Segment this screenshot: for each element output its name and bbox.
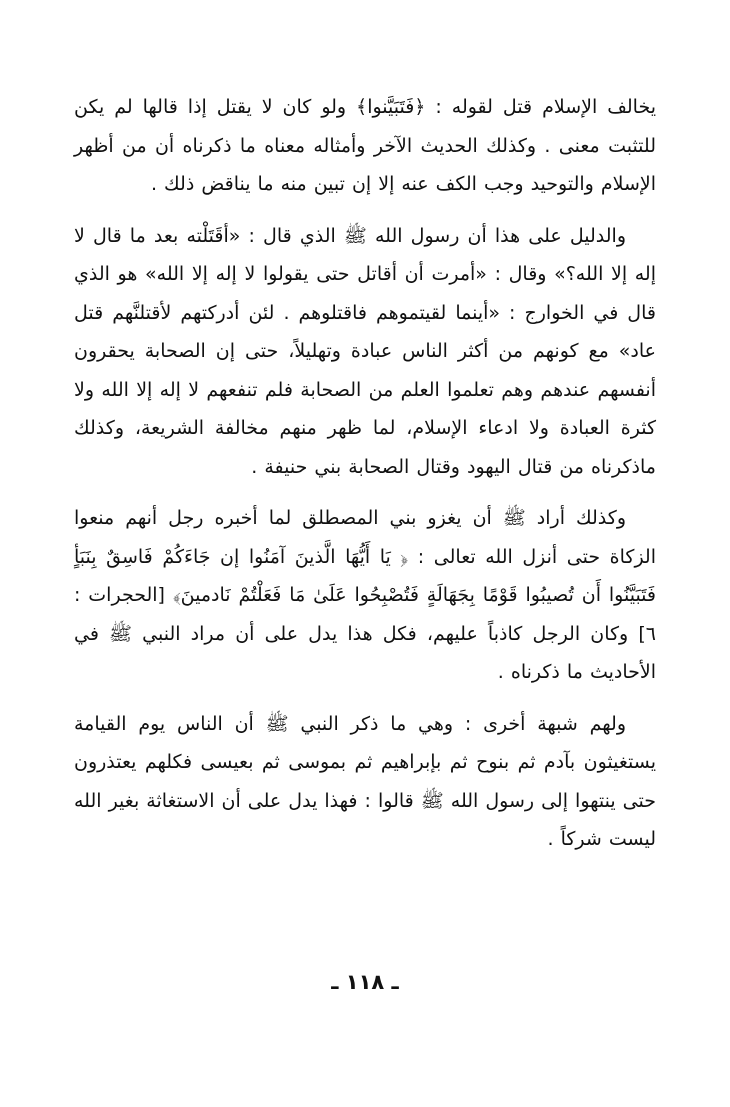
paragraph-2: والدليل على هذا أن رسول الله ﷺ الذي قال : «أقَتَلْته بعد ما قال لا إله إلا الله؟» وقال : «أمرت أن أقاتل حتى يقولوا لا إله إلا الله» هو الذي قال في الخوارج : «أينما لقيتموهم فاقتلوهم . لئن أدركتهم لأقتلنَّهم قتل عاد» مع كونهم من أكثر الناس عبادة وتهليلاً، حتى إن الصحابة يحقرون أنفسهم عندهم وهم تعلموا العلم من الصحابة فلم تنفعهم لا إله إلا الله ولا كثرة العبادة ولا ادعاء الإسلام، لما ظهر منهم مخالفة الشريعة، وكذلك ماذكرناه من قتال اليهود وقتال الصحابة بني حنيفة .: [74, 224, 656, 478]
page-body: [74, 88, 656, 872]
page-number: ـ ١١٨ ـ: [331, 970, 399, 994]
paragraph-1: يخالف الإسلام قتل لقوله : ﴿فَتَبَيَّنوا﴾ ولو كان لا يقتل إذا قالها لم يكن للتثبت معنى . وكذلك الحديث الآخر وأمثاله معناه ما ذكرناه أن من أظهر الإسلام والتوحيد وجب الكف عنه إلا إن تبين منه ما يناقض ذلك .: [74, 96, 656, 195]
paragraph-3: وكذلك أراد ﷺ أن يغزو بني المصطلق لما أخبره رجل أنهم منعوا الزكاة حتى أنزل الله تعالى : ﴿ يَا أَيُّهَا الَّذينَ آمَنُوا إن جَاءَكُمْ فَاسِقٌ بِنَبَأٍ فَتَبَيَّنُوا أَن تُصيبُوا قَوْمًا بِجَهَالَةٍ فَتُصْبِحُوا عَلَىٰ مَا فَعَلْتُمْ نَادمينَ﴾ [الحجرات : ٦] وكان الرجل كاذباً عليهم، فكل هذا يدل على أن مراد النبي ﷺ في الأحاديث ما ذكرناه .: [74, 507, 656, 683]
paragraph-4: ولهم شبهة أخرى : وهي ما ذكر النبي ﷺ أن الناس يوم القيامة يستغيثون بآدم ثم بنوح ثم بإبراهيم ثم بموسى ثم بعيسى فكلهم يعتذرون حتى ينتهوا إلى رسول الله ﷺ قالوا : فهذا يدل على أن الاستغاثة بغير الله ليست شركاً .: [73, 712, 656, 850]
